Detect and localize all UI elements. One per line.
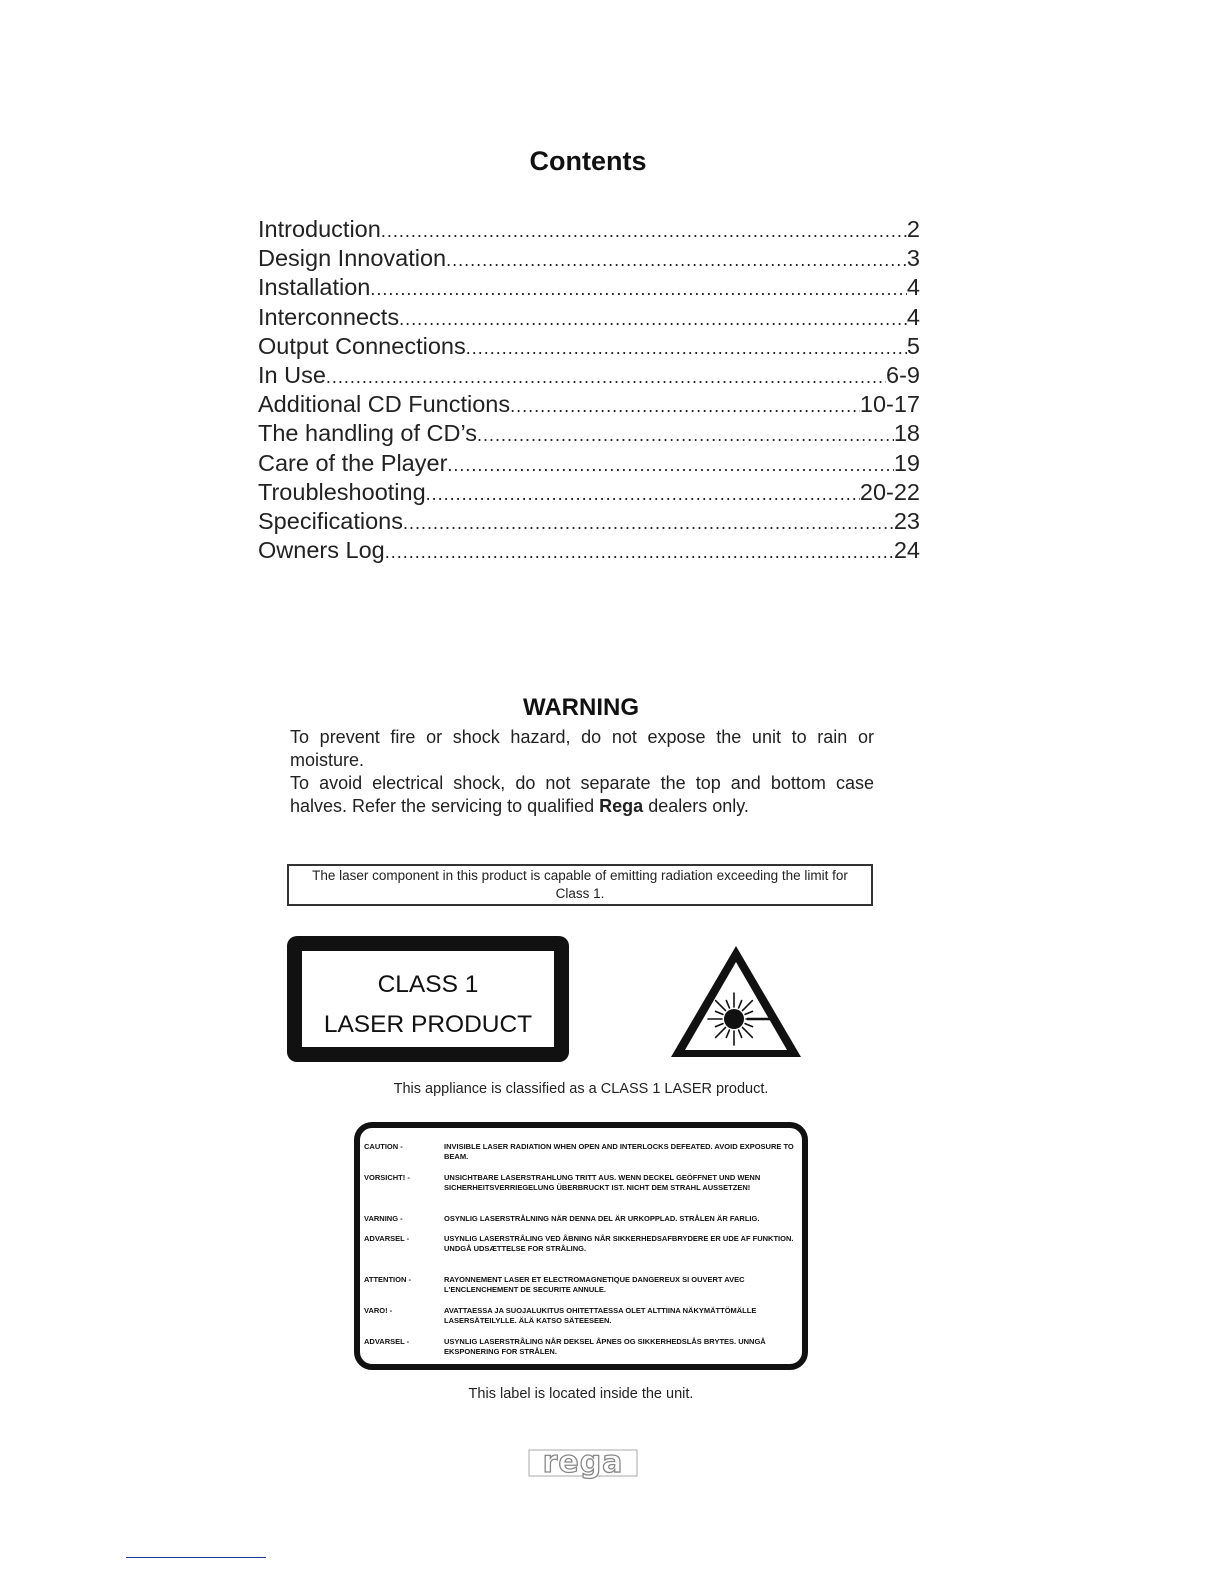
laser-caution-label bbox=[354, 1122, 808, 1370]
warning-paragraph bbox=[290, 772, 874, 818]
laser-source bbox=[724, 1009, 744, 1029]
toc-entry-label: The handling of CD’s bbox=[258, 420, 478, 447]
caution-language-key: ADVARSEL - bbox=[364, 1234, 410, 1243]
toc-leader bbox=[426, 484, 860, 505]
caution-language-key: VORSICHT! - bbox=[364, 1173, 410, 1182]
toc-entry-page: 6-9 bbox=[886, 361, 920, 388]
caution-language-key: CAUTION - bbox=[364, 1142, 403, 1151]
toc-leader bbox=[403, 513, 894, 534]
caution-text: USYNLIG LASERSTRÅLING NÅR DEKSEL ÅPNES OG SIKKERHEDSLÅS BRYTES. UNNGÅ EKSPONERING FOR STRÅLEN. bbox=[444, 1337, 766, 1356]
toc-leader bbox=[399, 309, 907, 330]
caution-text: RAYONNEMENT LASER ET ELECTROMAGNETIQUE DANGEREUX SI OUVERT AVEC L'ENCLENCHEMENT DE SECURITE ANNULE. bbox=[444, 1275, 745, 1294]
toc-entry bbox=[258, 333, 920, 362]
toc-entry-page: 10-17 bbox=[859, 391, 920, 418]
label-location-caption: This label is located inside the unit. bbox=[468, 1386, 694, 1402]
toc-entry-page: 23 bbox=[893, 507, 920, 534]
contents-title: Contents bbox=[529, 146, 647, 176]
caution-language-key: ADVARSEL - bbox=[364, 1337, 410, 1346]
caution-text: UNSICHTBARE LASERSTRAHLUNG TRITT AUS. WENN DECKEL GEÖFFNET UND WENN SICHERHEITSVERRIEGELUNG ÜBERBRUCKT IST. NICHT DEM STRAHL AUSSETZEN! bbox=[444, 1173, 761, 1192]
toc-entry-label: Owners Log bbox=[258, 537, 385, 564]
toc-leader bbox=[385, 542, 894, 563]
warning-text: dealers only. bbox=[643, 796, 749, 816]
footnote-separator bbox=[126, 1557, 266, 1558]
toc-entry-label: Troubleshooting bbox=[258, 478, 426, 505]
rega-logo bbox=[528, 1446, 638, 1480]
toc-entry-page: 20-22 bbox=[859, 478, 920, 505]
toc-leader bbox=[510, 396, 860, 417]
toc-entry-page: 4 bbox=[906, 274, 920, 301]
toc-leader bbox=[477, 425, 894, 446]
toc-entry-label: Care of the Player bbox=[258, 449, 448, 476]
class-caption: This appliance is classified as a CLASS 1 LASER product. bbox=[393, 1081, 769, 1097]
toc-entry-label: Output Connections bbox=[258, 332, 466, 359]
toc-entry-label: Specifications bbox=[258, 507, 403, 534]
toc-entry bbox=[258, 274, 920, 303]
warning-text: To avoid electrical shock, do not separate the top and bottom case halves. Refer the servicing to qualified bbox=[290, 773, 874, 816]
toc-entry-label: Introduction bbox=[258, 216, 381, 242]
caution-language-key: VARNING - bbox=[364, 1214, 403, 1223]
laser-radiation-warning-icon bbox=[667, 940, 805, 1062]
caution-text: USYNLIG LASERSTRÅLING VED ÅBNING NÅR SIKKERHEDSAFBRYDERE ER UDE AF FUNKTION. UNDGÅ UDSÆTTELSE FOR STRÅLING. bbox=[444, 1234, 794, 1253]
toc-entry-page: 4 bbox=[906, 303, 920, 330]
caution-language-key: ATTENTION - bbox=[364, 1275, 411, 1284]
brand-name: Rega bbox=[599, 796, 644, 816]
toc-entry bbox=[258, 479, 920, 508]
toc-entry-page: 2 bbox=[906, 216, 920, 242]
class-1-laser-label bbox=[287, 936, 569, 1062]
logo-wordmark: rega bbox=[542, 1446, 624, 1480]
class-label-line: LASER PRODUCT bbox=[323, 1011, 533, 1038]
class-label-line: CLASS 1 bbox=[377, 971, 479, 998]
toc-entry bbox=[258, 508, 920, 537]
warning-paragraph: To prevent fire or shock hazard, do not expose the unit to rain or moisture. bbox=[290, 727, 874, 770]
toc-leader bbox=[446, 250, 907, 271]
toc-entry-page: 19 bbox=[893, 449, 920, 476]
toc-entry-page: 5 bbox=[906, 332, 920, 359]
toc-leader bbox=[370, 279, 907, 300]
toc-leader bbox=[466, 338, 907, 359]
toc-entry bbox=[258, 450, 920, 479]
toc-entry-label: Interconnects bbox=[258, 303, 400, 330]
triangle-inner bbox=[685, 962, 787, 1050]
toc-entry bbox=[258, 391, 920, 420]
caution-language-key: VARO! - bbox=[364, 1306, 393, 1315]
toc-entry bbox=[258, 216, 920, 245]
toc-entry bbox=[258, 420, 920, 449]
toc-entry bbox=[258, 537, 920, 566]
caution-text: AVATTAESSA JA SUOJALUKITUS OHITETTAESSA OLET ALTTIINA NÄKYMÄTTÖMÄLLE LASERSÄTEILYLLE. ÄLÄ KATSO SÄTEESEEN. bbox=[444, 1306, 757, 1325]
table-of-contents bbox=[258, 216, 920, 566]
toc-entry-page: 18 bbox=[893, 420, 920, 447]
warning-title: WARNING bbox=[523, 694, 639, 721]
toc-leader bbox=[447, 455, 893, 476]
toc-leader bbox=[381, 221, 907, 242]
toc-entry-page: 3 bbox=[906, 245, 920, 272]
toc-leader bbox=[326, 367, 886, 388]
caution-text: INVISIBLE LASER RADIATION WHEN OPEN AND INTERLOCKS DEFEATED. AVOID EXPOSURE TO BEAM. bbox=[444, 1142, 794, 1161]
toc-entry-label: In Use bbox=[258, 361, 326, 388]
toc-entry-label: Design Innovation bbox=[258, 245, 447, 272]
toc-entry-label: Installation bbox=[258, 274, 371, 301]
toc-entry bbox=[258, 245, 920, 274]
toc-entry-page: 24 bbox=[893, 537, 920, 564]
warning-body bbox=[290, 726, 874, 818]
caution-text: OSYNLIG LASERSTRÅLNING NÄR DENNA DEL ÄR URKOPPLAD. STRÅLEN ÄR FARLIG. bbox=[444, 1214, 760, 1223]
laser-notice-box: The laser component in this product is capable of emitting radiation exceeding the limit for Class 1. bbox=[287, 864, 873, 906]
toc-entry bbox=[258, 304, 920, 333]
toc-entry-label: Additional CD Functions bbox=[258, 391, 511, 418]
toc-entry bbox=[258, 362, 920, 391]
